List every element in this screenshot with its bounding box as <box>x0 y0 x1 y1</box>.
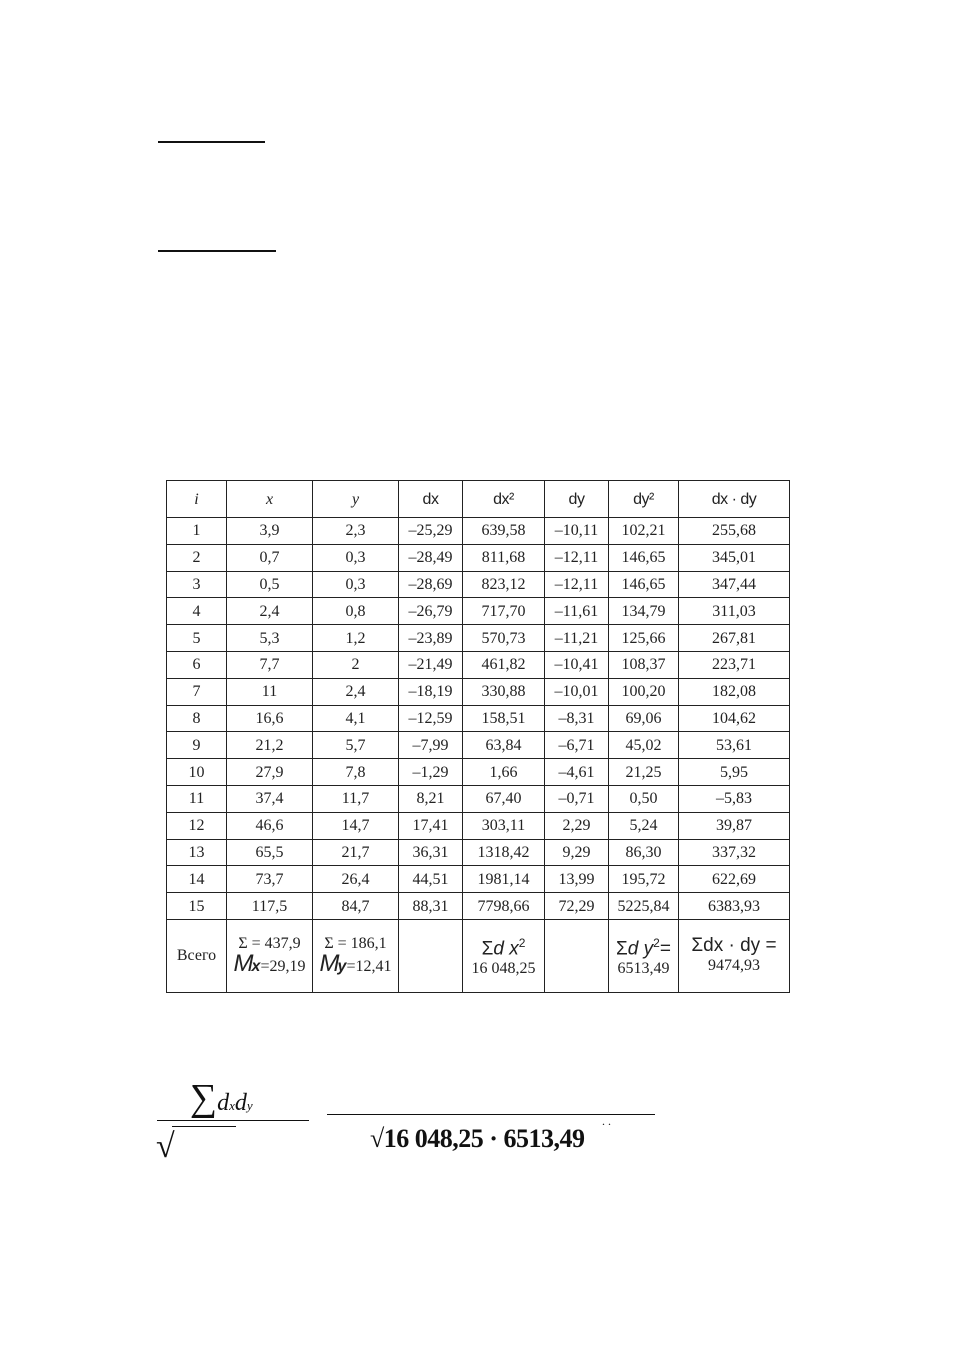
table-row <box>167 544 790 571</box>
table-row <box>167 893 790 920</box>
cell-dx2: 63,84 <box>463 732 545 759</box>
cell-dy2: 21,25 <box>609 759 679 786</box>
totals-dy2 <box>609 919 679 992</box>
cell-dx2: 1,66 <box>463 759 545 786</box>
sigma-symbol: ∑ <box>190 1077 218 1119</box>
header-i: i <box>167 481 227 518</box>
cell-dy: –8,31 <box>545 705 609 732</box>
cell-i: 14 <box>167 866 227 893</box>
cell-dx2: 811,68 <box>463 544 545 571</box>
cell-x: 11 <box>227 678 313 705</box>
trailing-dots: . . <box>602 1114 611 1128</box>
cell-x: 27,9 <box>227 759 313 786</box>
cell-i: 10 <box>167 759 227 786</box>
cell-dx: –26,79 <box>399 598 463 625</box>
cell-dx: 8,21 <box>399 785 463 812</box>
cell-dy2: 0,50 <box>609 785 679 812</box>
subscript-x: x <box>229 1098 235 1113</box>
cell-dxdy: 311,03 <box>679 598 790 625</box>
cell-x: 21,2 <box>227 732 313 759</box>
cell-dy2: 100,20 <box>609 678 679 705</box>
cell-dy: –4,61 <box>545 759 609 786</box>
table-row <box>167 866 790 893</box>
subscript-y: y <box>246 1098 253 1113</box>
cell-i: 4 <box>167 598 227 625</box>
table-row <box>167 732 790 759</box>
data-table <box>166 480 790 993</box>
cell-x: 0,7 <box>227 544 313 571</box>
cell-dy2: 86,30 <box>609 839 679 866</box>
cell-dx2: 1981,14 <box>463 866 545 893</box>
cell-dx: –25,29 <box>399 518 463 545</box>
cell-dx2: 7798,66 <box>463 893 545 920</box>
cell-dx: 36,31 <box>399 839 463 866</box>
cell-dxdy: 223,71 <box>679 651 790 678</box>
cell-y: 84,7 <box>313 893 399 920</box>
cell-y: 0,3 <box>313 571 399 598</box>
cell-dxdy: 39,87 <box>679 812 790 839</box>
cell-dy2: 102,21 <box>609 518 679 545</box>
dxdy-sum-symbol: Σdx · dy = <box>691 934 777 956</box>
cell-i: 2 <box>167 544 227 571</box>
cell-dxdy: 182,08 <box>679 678 790 705</box>
totals-dy-empty <box>545 919 609 992</box>
y-sum: Σ = 186,1 <box>324 935 387 953</box>
cell-dx2: 1318,42 <box>463 839 545 866</box>
cell-y: 5,7 <box>313 732 399 759</box>
cell-dx2: 330,88 <box>463 678 545 705</box>
d-symbol-2: d <box>234 1090 247 1116</box>
header-dxdy: dx · dy <box>679 481 790 518</box>
y-mean: My=12,41 <box>319 950 392 978</box>
cell-dy2: 146,65 <box>609 571 679 598</box>
cell-y: 7,8 <box>313 759 399 786</box>
cell-dx2: 570,73 <box>463 625 545 652</box>
denominator-value: √16 048,25 · 6513,49 <box>370 1124 585 1153</box>
formula-numerator <box>190 1076 253 1120</box>
totals-dx-empty <box>399 919 463 992</box>
cell-dy2: 5,24 <box>609 812 679 839</box>
cell-y: 2 <box>313 651 399 678</box>
totals-x <box>227 919 313 992</box>
cell-dx: –21,49 <box>399 651 463 678</box>
cell-dx: 17,41 <box>399 812 463 839</box>
cell-y: 0,8 <box>313 598 399 625</box>
dxdy-sum-value: 9474,93 <box>708 956 760 974</box>
header-y: y <box>313 481 399 518</box>
table-row <box>167 598 790 625</box>
dy2-sum-symbol: Σd $y^2=$ <box>616 935 671 960</box>
cell-i: 6 <box>167 651 227 678</box>
cell-y: 1,2 <box>313 625 399 652</box>
cell-i: 9 <box>167 732 227 759</box>
cell-dy: –10,11 <box>545 518 609 545</box>
cell-i: 12 <box>167 812 227 839</box>
cell-dy2: 45,02 <box>609 732 679 759</box>
cell-dxdy: –5,83 <box>679 785 790 812</box>
cell-y: 21,7 <box>313 839 399 866</box>
cell-x: 2,4 <box>227 598 313 625</box>
cell-x: 37,4 <box>227 785 313 812</box>
table-row <box>167 625 790 652</box>
cell-x: 3,9 <box>227 518 313 545</box>
cell-i: 3 <box>167 571 227 598</box>
totals-row <box>167 919 790 992</box>
totals-dx2 <box>463 919 545 992</box>
totals-y <box>313 919 399 992</box>
cell-dy: 2,29 <box>545 812 609 839</box>
header-dx: dx <box>399 481 463 518</box>
cell-y: 0,3 <box>313 544 399 571</box>
root-overline-left <box>172 1126 236 1127</box>
header-x: x <box>227 481 313 518</box>
cell-dx: –28,49 <box>399 544 463 571</box>
cell-dxdy: 104,62 <box>679 705 790 732</box>
cell-x: 73,7 <box>227 866 313 893</box>
header-dx2: dx² <box>463 481 545 518</box>
cell-dxdy: 347,44 <box>679 571 790 598</box>
cell-dy: –12,11 <box>545 571 609 598</box>
cell-dx2: 823,12 <box>463 571 545 598</box>
table-row <box>167 571 790 598</box>
x-sum: Σ = 437,9 <box>238 935 301 953</box>
cell-y: 14,7 <box>313 812 399 839</box>
table-row <box>167 518 790 545</box>
cell-dxdy: 5,95 <box>679 759 790 786</box>
cell-dxdy: 622,69 <box>679 866 790 893</box>
heading-underline-2 <box>158 250 276 252</box>
cell-dy2: 125,66 <box>609 625 679 652</box>
cell-i: 8 <box>167 705 227 732</box>
cell-dx2: 717,70 <box>463 598 545 625</box>
y-mean-value: =12,41 <box>346 958 392 976</box>
cell-x: 16,6 <box>227 705 313 732</box>
cell-dx: 44,51 <box>399 866 463 893</box>
x-mean: Mx=29,19 <box>233 950 306 978</box>
cell-i: 13 <box>167 839 227 866</box>
cell-y: 4,1 <box>313 705 399 732</box>
dx2-sum-symbol: Σd $x^2$ <box>481 935 526 960</box>
table-row <box>167 812 790 839</box>
cell-dx2: 461,82 <box>463 651 545 678</box>
cell-i: 1 <box>167 518 227 545</box>
cell-dxdy: 267,81 <box>679 625 790 652</box>
fraction-bar-left <box>157 1120 309 1121</box>
cell-y: 2,3 <box>313 518 399 545</box>
cell-dx: –7,99 <box>399 732 463 759</box>
header-dy2: dy² <box>609 481 679 518</box>
cell-dy: –10,01 <box>545 678 609 705</box>
cell-dy: –6,71 <box>545 732 609 759</box>
cell-dy: –11,61 <box>545 598 609 625</box>
table-row <box>167 839 790 866</box>
cell-dy2: 134,79 <box>609 598 679 625</box>
cell-dy2: 69,06 <box>609 705 679 732</box>
heading-underline-1 <box>158 141 265 143</box>
cell-x: 46,6 <box>227 812 313 839</box>
table-row <box>167 785 790 812</box>
cell-i: 15 <box>167 893 227 920</box>
cell-dxdy: 53,61 <box>679 732 790 759</box>
cell-x: 5,3 <box>227 625 313 652</box>
cell-dx2: 639,58 <box>463 518 545 545</box>
cell-y: 2,4 <box>313 678 399 705</box>
cell-y: 11,7 <box>313 785 399 812</box>
cell-dx: –1,29 <box>399 759 463 786</box>
cell-dy: 72,29 <box>545 893 609 920</box>
cell-x: 7,7 <box>227 651 313 678</box>
cell-i: 5 <box>167 625 227 652</box>
cell-dx2: 158,51 <box>463 705 545 732</box>
cell-y: 26,4 <box>313 866 399 893</box>
table-row <box>167 651 790 678</box>
cell-dy: 13,99 <box>545 866 609 893</box>
totals-dxdy <box>679 919 790 992</box>
cell-dy: 9,29 <box>545 839 609 866</box>
cell-dx: –28,69 <box>399 571 463 598</box>
cell-dx: –18,19 <box>399 678 463 705</box>
cell-dx2: 67,40 <box>463 785 545 812</box>
cell-dx: –23,89 <box>399 625 463 652</box>
table-row <box>167 759 790 786</box>
d-symbol-1: d <box>217 1090 230 1116</box>
cell-dx: 88,31 <box>399 893 463 920</box>
cell-dxdy: 337,32 <box>679 839 790 866</box>
cell-dy2: 5225,84 <box>609 893 679 920</box>
cell-dy: –10,41 <box>545 651 609 678</box>
table-row <box>167 678 790 705</box>
cell-dy2: 108,37 <box>609 651 679 678</box>
cell-x: 117,5 <box>227 893 313 920</box>
cell-dy: –0,71 <box>545 785 609 812</box>
cell-i: 11 <box>167 785 227 812</box>
cell-dy2: 146,65 <box>609 544 679 571</box>
cell-x: 65,5 <box>227 839 313 866</box>
dy2-sum-value: 6513,49 <box>617 960 670 978</box>
dx2-sum-value: 16 048,25 <box>471 960 536 978</box>
cell-dxdy: 6383,93 <box>679 893 790 920</box>
cell-dxdy: 255,68 <box>679 518 790 545</box>
table-row <box>167 705 790 732</box>
root-symbol-left: √ <box>156 1128 175 1165</box>
cell-dxdy: 345,01 <box>679 544 790 571</box>
header-dy: dy <box>545 481 609 518</box>
cell-x: 0,5 <box>227 571 313 598</box>
table-header-row <box>167 481 790 518</box>
cell-dy2: 195,72 <box>609 866 679 893</box>
cell-i: 7 <box>167 678 227 705</box>
cell-dy: –12,11 <box>545 544 609 571</box>
cell-dx: –12,59 <box>399 705 463 732</box>
totals-label: Всего <box>167 919 227 992</box>
x-mean-value: =29,19 <box>260 958 306 976</box>
cell-dy: –11,21 <box>545 625 609 652</box>
cell-dx2: 303,11 <box>463 812 545 839</box>
